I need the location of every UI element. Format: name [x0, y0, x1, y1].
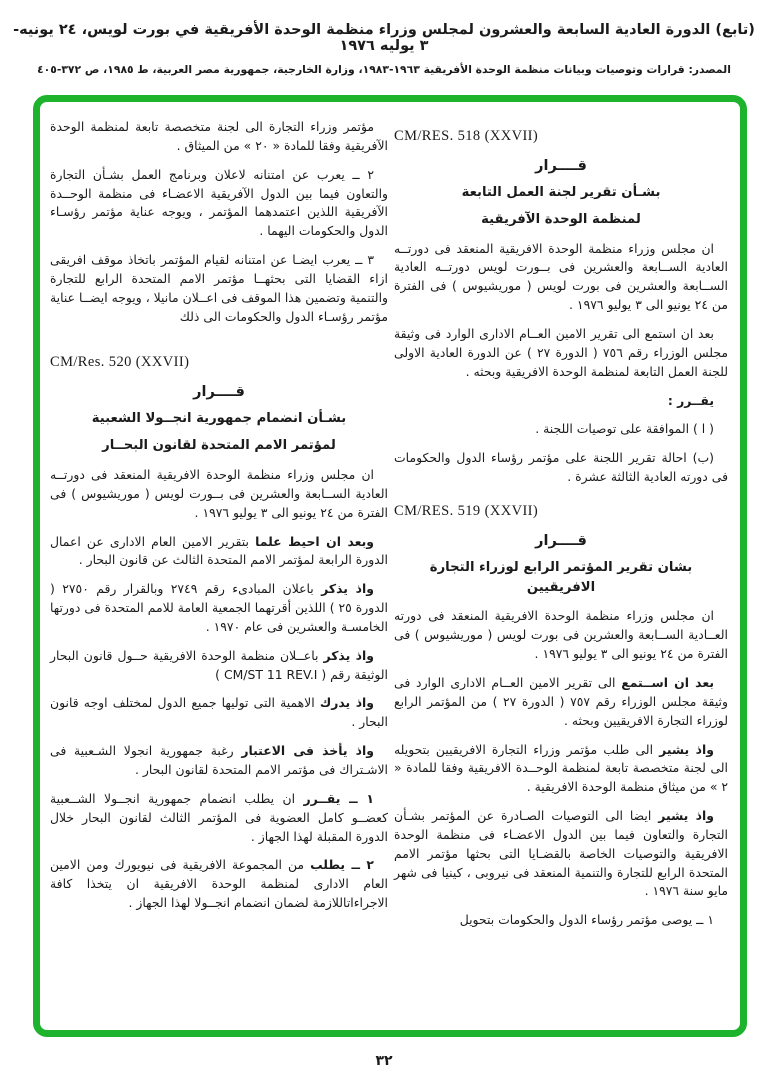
header-source-line: المصدر: قرارات وتوصيات وبيانات منظمة الوحدة الأفريقية ١٩٦٣-١٩٨٣، وزارة الخارجية، جمهورية مصر العربية، ط ١٩٨٥، ص ٣٧٢-٤٠٥ [37, 63, 731, 76]
paragraph-lead: واذ يشير [659, 741, 714, 757]
paragraph [50, 533, 388, 571]
paragraph [394, 392, 728, 411]
decree-heading [394, 158, 728, 174]
paragraph-lead: ١ ــ يقــرر [303, 790, 374, 806]
paragraph-text: (ب) احالة تقرير اللجنة على مؤتمر رؤساء الدول والحكومات فى دورته العادية الثالثة عشرة . [394, 450, 728, 485]
paragraph-text: رغبة جمهورية انجولا الشـعبية فى الاشـتراك فى مؤتمر الامم المتحدة لقانون البحار . [50, 743, 388, 777]
left-column [50, 108, 388, 923]
paragraph [394, 240, 728, 315]
paragraph [394, 420, 728, 439]
paragraph-lead: واذ يشير [658, 808, 714, 824]
paragraph-text: ٣ ــ يعرب ايضـا عن امتنانه لقيام المؤتمر باتخاذ موقف افريقى ازاء القضايا التى بحثهــا مؤتمر الامم المتحدة الرابع للتجارة والتنمية وتضمين هذا الموقف فى اعــلان مانيلا ، ويوجه ايضــا عناية مؤتمر رؤسـاء الدول والحكومات الى ذلك [50, 252, 388, 324]
paragraph-text: الى طلب مؤتمر وزراء التجارة الافريقيين بتحويله الى لجنة متخصصة تابعة لمنظمة الوحــدة الافريقية وفقا للمادة « ٢ » من ميثاق منظمة الوحدة الافريقية . [394, 741, 728, 795]
resolution-number [50, 354, 388, 371]
paragraph [394, 607, 728, 664]
paragraph-text: بشـأن تقرير لجنة العمل التابعة [461, 185, 661, 200]
paragraph-lead: واذ يدرك [319, 695, 375, 711]
paragraph [394, 674, 728, 731]
resolution-number-text: CM/RES. 518 (XXVII) [394, 128, 539, 144]
paragraph-text: ان مجلس وزراء منظمة الوحدة الافريقية المنعقد فى دورته العــادية الســابعة والعشرين فى بورت لويس ( موريشيوس ) فى الفترة من ٢٤ يونيو الى ٣ يوليو ١٩٧٦ . [394, 608, 728, 662]
paragraph [50, 742, 388, 780]
paragraph-lead: يقــرر : [667, 392, 714, 408]
decree-heading [394, 533, 728, 549]
paragraph-text: ( ا ) الموافقة على توصيات اللجنة . [535, 421, 714, 437]
paragraph-text: الى تقرير الامين العــام الادارى الوارد فى وثيقة مجلس الوزراء رقم ٧٥٧ ( الدورة ٢٧ ) من المؤتمر الرابع لوزراء التجارة الافريقيين وبحثه . [394, 675, 728, 728]
paragraph-text: بتقرير الامين العام الادارى عن اعمال الدورة الرابعة لمؤتمر الامم المتحدة الثالث عن قانون البحار . [50, 533, 388, 568]
paragraph-text: باعلان المبادىء رقم ٢٧٤٩ وبالقرار رقم ٢٧٥٠ ( الدورة ٢٥ ) اللذين أقرتهما الجمعية العامة للامم المتحدة فى دورتها الخامسـة والعشرين فى عام ١٩٧٠ . [50, 581, 388, 634]
right-column [394, 112, 728, 940]
paragraph [50, 790, 388, 847]
decree-subject [394, 558, 728, 598]
resolution-number-text: CM/RES. 519 (XXVII) [394, 502, 539, 519]
decree-subject [394, 210, 728, 230]
page-number: ٣٢ [375, 1053, 393, 1069]
paragraph-text: ١ ــ يوصى مؤتمر رؤساء الدول والحكومات بتحويل [459, 912, 714, 928]
paragraph [50, 118, 388, 156]
paragraph-text: من المجموعة الافريقية فى نيويورك ومن الامين العام الادارى لمنظمة الوحدة الافريقية ان يتخذا كافة الاجراءاتاللازمة لضمان انضمام انجــولا لهذا الجهاز . [50, 857, 388, 911]
paragraph [50, 694, 388, 732]
paragraph [50, 166, 388, 241]
paragraph-text: الاهمية التى توليها جميع الدول لمختلف اوجه قانون البحار . [50, 695, 388, 730]
resolution-number [394, 128, 728, 145]
header-session-title: (تابع) الدورة العادية السابعة والعشرون لمجلس وزراء منظمة الوحدة الأفريقية في بورت لويس، ٢٤ يونيه- ٣ يوليه ١٩٧٦ [13, 22, 755, 54]
paragraph-text: لمؤتمر الامم المتحدة لقانون البحــار [102, 438, 336, 454]
paragraph-text: ان مجلس وزراء منظمة الوحدة الافريقية المنعقد فى دورتــه العادية الســابعة والعشرين فى بــورت لويس ( موريشيوس ) فى الفترة من ٢٤ يونيو الى ٣ يوليو ١٩٧٦ . [50, 467, 388, 520]
paragraph-text: قــــرار [535, 532, 587, 549]
paragraph-text: مؤتمر وزراء التجارة الى لجنة متخصصة تابعة لمنظمة الوحدة الآفريقية وفقا للمادة « ٢٠ » من الميثاق . [50, 119, 388, 153]
resolution-number-text: CM/Res. 520 (XXVII) [50, 354, 190, 371]
paragraph [50, 580, 388, 637]
paragraph-text: بعد ان استمع الى تقرير الامين العــام الادارى الوارد فى وثيقة مجلس الوزراء رقم ٧٥٦ ( الدورة ٢٧ ) عن الدورة العادية الاولى للجنة العمل التابعة لمنظمة الوحدة الافريقية وبحثه . [394, 325, 728, 379]
paragraph-text: ايضا الى التوصيات الصـادرة عن المؤتمر بشـأن التجارة والتعاون فيما بين الدول الاعضـاء فى منظمة الوحدة الافريقية والتوصيات الخاصة بالقضـايا التى بحثها مؤتمر الامم المتحدة الرابع للتجارة والتنمية المنعقد فى نيروبى ، كينيا فى شهر مايو سنة ١٩٧٦ . [394, 808, 728, 899]
paragraph [394, 911, 728, 930]
paragraph [50, 251, 388, 326]
paragraph [394, 741, 728, 798]
paragraph [394, 325, 728, 382]
paragraph-lead: وبعد ان احيط علما [255, 533, 374, 549]
paragraph-text: بشـأن انضمام جمهورية انجــولا الشعبية [91, 411, 347, 427]
paragraph [394, 807, 728, 901]
paragraph-text: قــــرار [535, 158, 587, 174]
paragraph-text: ٢ ــ يعرب عن امتنانه لاعلان وبرنامج العمل بشـأن التجارة والتعاون فيما بين الدول الآفريقية الاعضـاء فى منظمة الوحــدة الآفريقية اللذين اعتمدهما المؤتمر ، ويوجه عناية مؤتمر رؤسـاء الدول والحكومات اليهما . [50, 166, 388, 239]
paragraph-text: ان يطلب انضمام جمهورية انجــولا الشــعبية كعضــو كامل العضوية فى المؤتمر الثالث لقانون البحار خلال الدورة المقبلة لهذا الجهاز . [50, 790, 388, 844]
paragraph-lead: واذ يذكر [323, 647, 374, 663]
page-header [10, 22, 758, 76]
paragraph-lead: ٢ ــ يطلب [310, 857, 374, 873]
decree-subject [394, 183, 728, 203]
paragraph [50, 466, 388, 523]
paragraph-lead: بعد ان اســتمع [621, 675, 714, 690]
paragraph-text: ان مجلس وزراء منظمة الوحدة الافريقية المنعقد فى دورتــه العادية الســابعة والعشرين فى بــورت لويس دورتــه العادية الســابعة والعشرين فى بورت لويس ( موريشيوس ) فى الفترة من ٢٤ يونيو الى ٣ يوليو ١٩٧٦ . [394, 240, 728, 313]
paragraph-text: لمنظمة الوحدة الآفريقية [481, 211, 641, 227]
decree-subject [50, 436, 388, 456]
paragraph-text: بشان تقرير المؤتمر الرابع لوزراء التجارة الافريقيين [429, 559, 693, 595]
paragraph [394, 449, 728, 487]
resolution-number [394, 503, 728, 520]
paragraph-text: قــــرار [193, 384, 245, 401]
decree-heading [50, 384, 388, 400]
paragraph-text: باعــلان منظمة الوحدة الافريقية حــول قانون البحار الوثيقة رقم ( CM/ST 11 REV.I ) [50, 647, 388, 682]
decree-subject [50, 409, 388, 429]
paragraph [50, 856, 388, 913]
paragraph-lead: واذ يذكر [321, 581, 374, 597]
paragraph [50, 647, 388, 685]
paragraph-lead: واذ يأخذ فى الاعتبار [241, 743, 374, 759]
content-border-frame [33, 95, 747, 1037]
